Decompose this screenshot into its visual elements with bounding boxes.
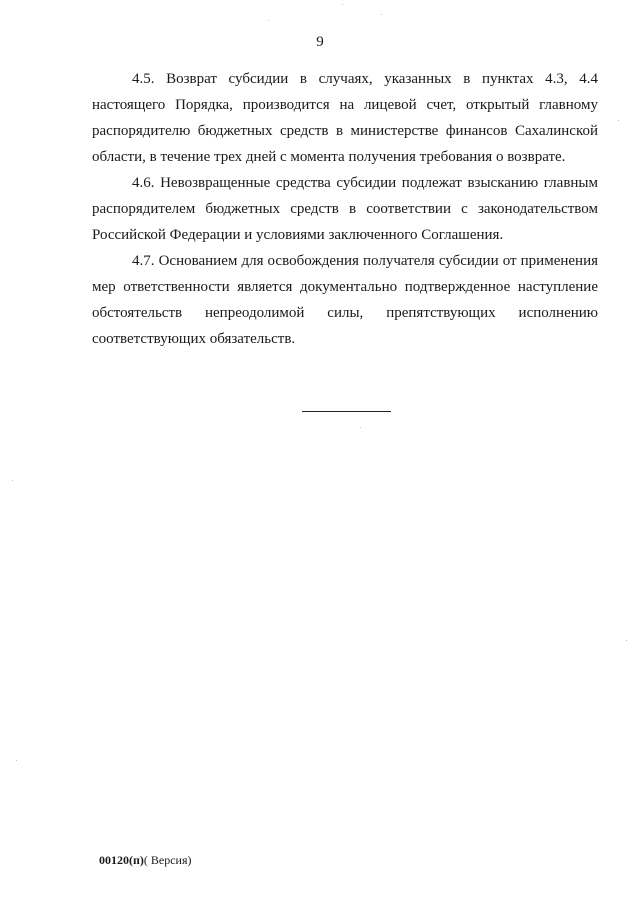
paragraph-4-5: 4.5. Возврат субсидии в случаях, указанных в пунктах 4.3, 4.4 настоящего Порядка, производится на лицевой счет, открытый главному распорядителю бюджетных средств в министерстве финансов Сахалинской области, в течение трех дней с момента получения требования о возврате. — [92, 71, 598, 165]
scan-speck — [12, 480, 13, 481]
end-divider-line — [302, 411, 391, 412]
scan-speck — [16, 760, 17, 761]
footer-version-label: ( Версия) — [143, 853, 192, 867]
scan-speck — [268, 20, 269, 21]
scan-speck — [381, 14, 382, 15]
scan-speck — [342, 4, 343, 5]
document-body — [92, 66, 598, 352]
page-number: 9 — [316, 34, 324, 50]
footer-code: 00120(п) — [99, 853, 144, 867]
scan-speck — [360, 427, 361, 428]
scan-speck — [626, 640, 627, 641]
paragraph-4-6: 4.6. Невозвращенные средства субсидии подлежат взысканию главным распорядителем бюджетных средств в соответствии с законодательством Российской Федерации и условиями заключенного Соглашения. — [92, 175, 598, 243]
document-footer — [99, 853, 192, 868]
paragraph-4-7: 4.7. Основанием для освобождения получателя субсидии от применения мер ответственности является документально подтвержденное наступление обстоятельств непреодолимой силы, препятствующих исполнению соответствующих обязательств. — [92, 253, 598, 347]
scan-speck — [618, 120, 619, 121]
